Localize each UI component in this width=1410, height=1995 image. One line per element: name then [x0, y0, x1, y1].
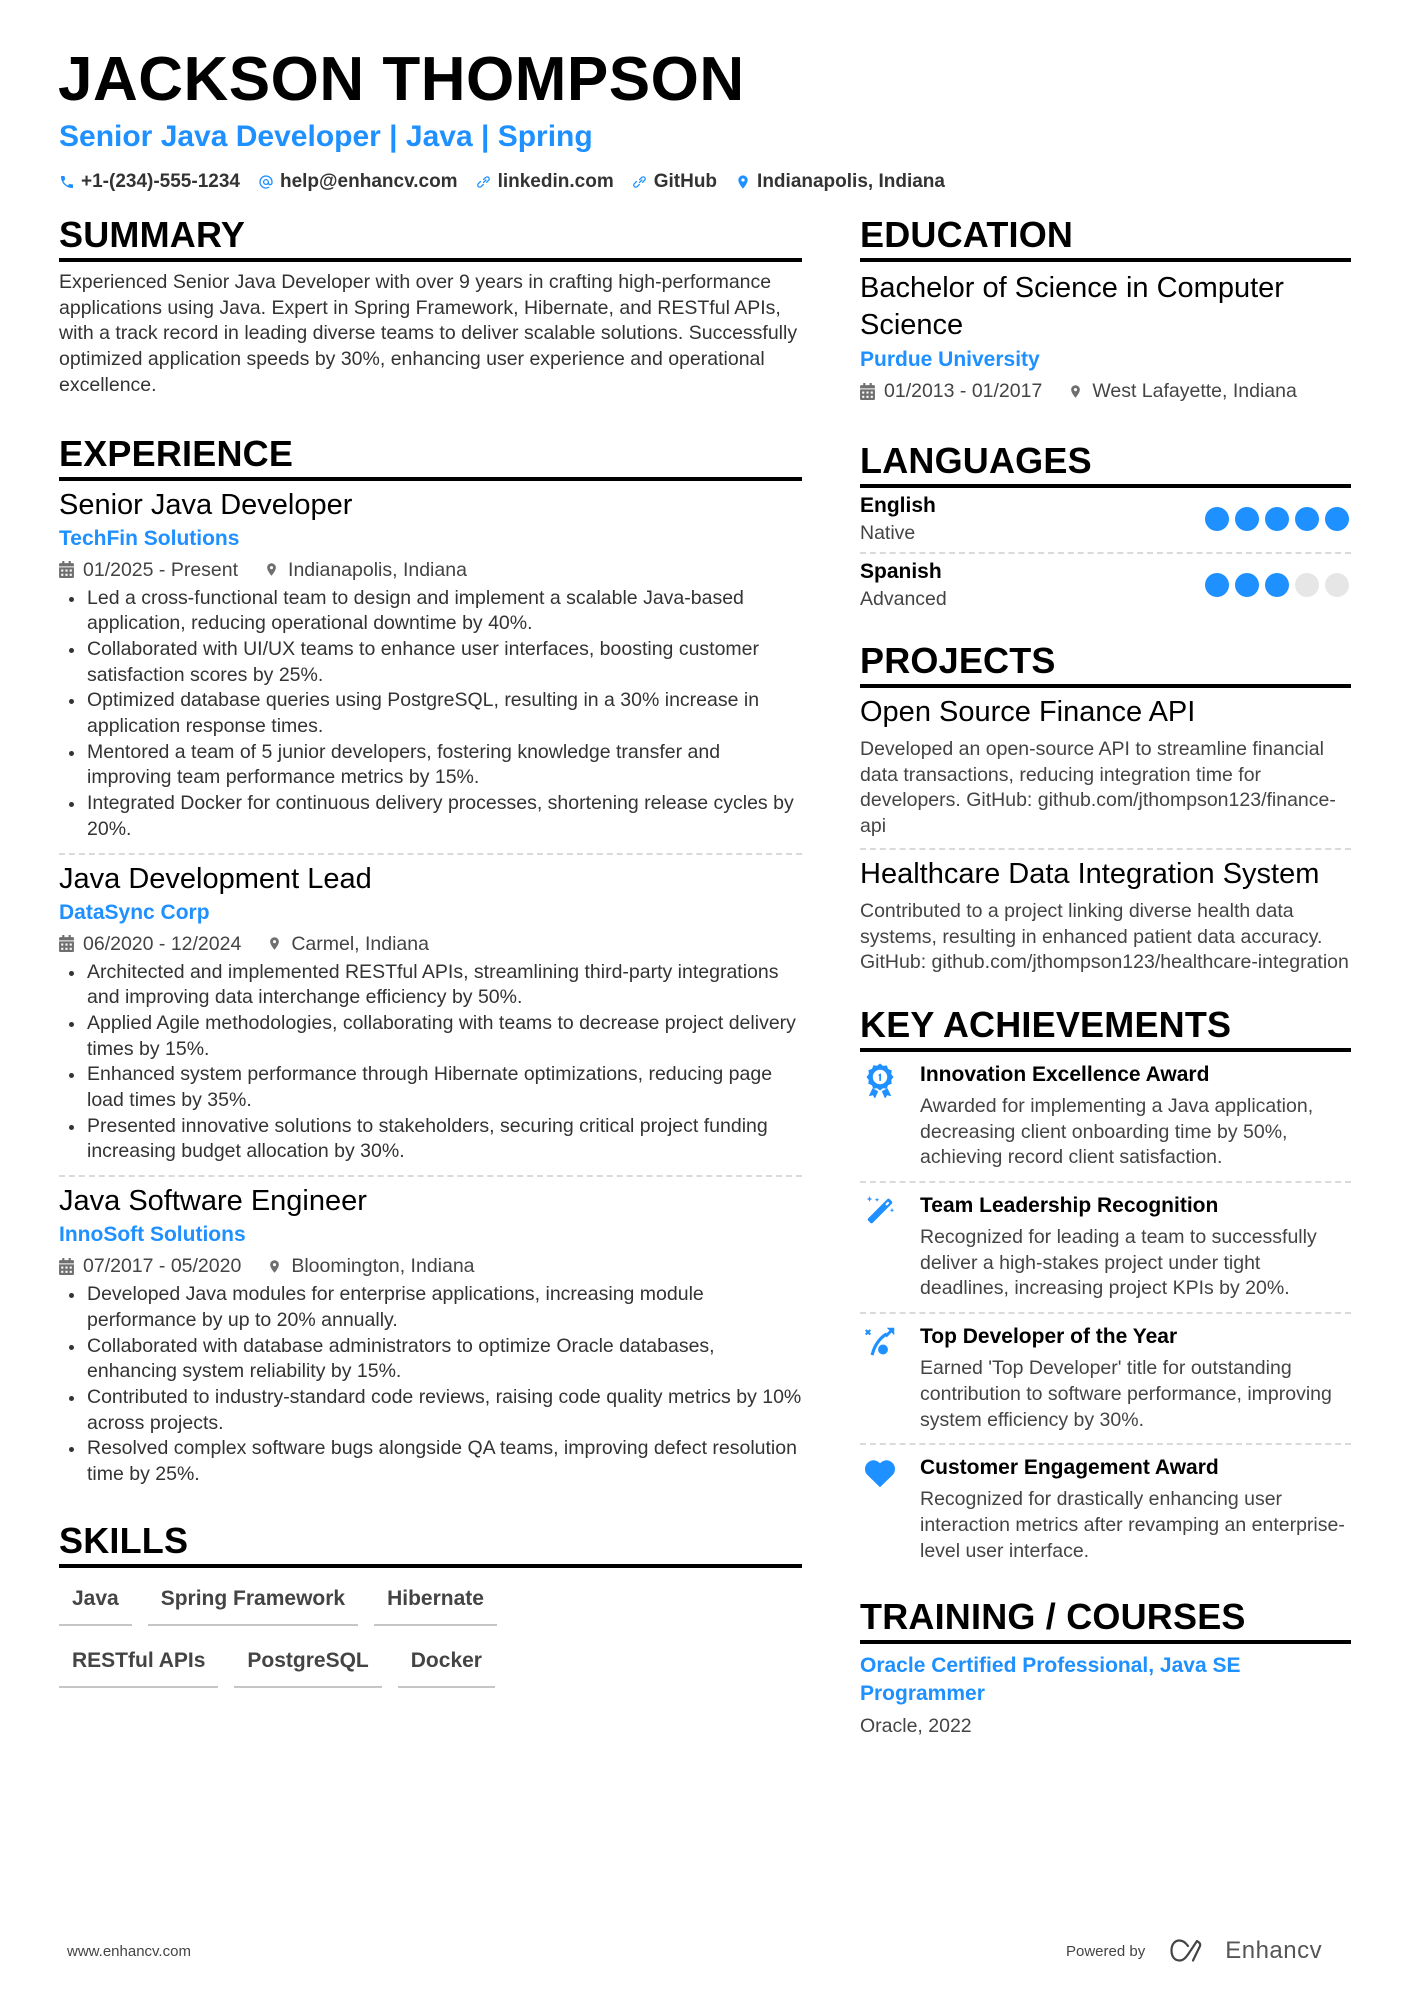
language-rating	[1205, 573, 1349, 597]
education-dates	[860, 376, 1042, 406]
project-entry	[860, 850, 1351, 984]
contact-github[interactable]	[632, 171, 717, 193]
bullet-item: Architected and implemented RESTful APIs, streamlining third-party integrations and improving data interchange efficiency by 50%.	[59, 960, 802, 1011]
language-name: Spanish	[860, 560, 942, 583]
section-title: LANGUAGES	[860, 440, 1351, 488]
language-level: Advanced	[860, 588, 947, 610]
bullet-item: Led a cross-functional team to design and implement a scalable Java-based application, reducing operational downtime by 40%.	[59, 586, 802, 637]
location-pin-icon	[1068, 383, 1083, 400]
bullet-item: Developed Java modules for enterprise applications, increasing module performance by up to 20% annually.	[59, 1282, 802, 1333]
strategy-icon	[862, 1324, 898, 1360]
achievement-title: Innovation Excellence Award	[920, 1062, 1210, 1086]
rating-dot-empty	[1325, 573, 1349, 597]
bullet-item: Enhanced system performance through Hibernate optimizations, reducing page load times by 35%.	[59, 1062, 802, 1113]
job-bullets	[59, 1282, 802, 1488]
brand-name: Enhancv	[1225, 1937, 1323, 1964]
achievement-description: Earned 'Top Developer' title for outstanding contribution to software performance, improving system efficiency by 30%.	[920, 1357, 1332, 1431]
job-company: DataSync Corp	[59, 900, 210, 924]
bullet-item: Applied Agile methodologies, collaborating with teams to decrease project delivery times by 15%.	[59, 1011, 802, 1062]
job-company: InnoSoft Solutions	[59, 1223, 246, 1247]
contact-text: GitHub	[653, 171, 718, 192]
section-title: TRAINING / COURSES	[860, 1596, 1351, 1644]
summary-text: Experienced Senior Java Developer with over 9 years in crafting high-performance applications using Java. Expert in Spring Framework, Hibernate, and RESTful APIs, with a track record in leading diverse teams to deliver scalable solutions. Successfully optimized application speeds by 30%, enhancing user experience and operational excellence.	[59, 271, 798, 396]
languages-section	[860, 440, 1351, 618]
footer-branding	[1066, 1937, 1322, 1965]
at-icon	[258, 174, 274, 190]
calendar-icon	[860, 383, 875, 400]
link-icon	[476, 174, 492, 190]
project-title: Healthcare Data Integration System	[860, 857, 1320, 890]
section-title: SUMMARY	[59, 214, 802, 262]
job-meta	[59, 555, 802, 585]
job-meta	[59, 929, 802, 959]
language-level: Native	[860, 522, 916, 544]
skill-tag: Hibernate	[374, 1580, 497, 1626]
skill-tag: Spring Framework	[148, 1580, 358, 1626]
job-dates-text: 06/2020 - 12/2024	[83, 932, 242, 955]
link-icon	[632, 174, 648, 190]
right-column	[860, 214, 1360, 1771]
job-bullets	[59, 960, 802, 1166]
summary-section	[59, 214, 802, 399]
job-entry	[59, 481, 802, 855]
training-section	[860, 1596, 1351, 1741]
skill-tag: RESTful APIs	[59, 1642, 218, 1688]
job-location-text: Carmel, Indiana	[291, 932, 429, 955]
bullet-item: Integrated Docker for continuous delivery processes, shortening release cycles by 20%.	[59, 791, 802, 842]
experience-section	[59, 433, 802, 1498]
skill-tag: Java	[59, 1580, 132, 1626]
left-column	[59, 214, 802, 1718]
achievement-entry	[860, 1183, 1351, 1314]
language-row	[860, 554, 1351, 618]
job-entry	[59, 1177, 802, 1498]
education-meta	[860, 376, 1351, 406]
location-pin-icon	[735, 174, 751, 190]
calendar-icon	[59, 935, 74, 952]
job-meta	[59, 1251, 802, 1281]
project-title: Open Source Finance API	[860, 696, 1196, 728]
achievement-entry	[860, 1445, 1351, 1574]
rating-dot-empty	[1295, 573, 1319, 597]
rating-dot-filled	[1325, 507, 1349, 531]
education-section	[860, 214, 1351, 406]
bullet-item: Mentored a team of 5 junior developers, fostering knowledge transfer and improving team performance metrics by 15%.	[59, 740, 802, 791]
language-name: English	[860, 494, 936, 517]
job-dates	[59, 1251, 241, 1281]
enhancv-logo[interactable]	[1169, 1937, 1322, 1965]
section-title: EXPERIENCE	[59, 433, 802, 481]
skill-tag: PostgreSQL	[234, 1642, 381, 1688]
job-location-text: Bloomington, Indiana	[291, 1255, 475, 1278]
course-provider: Oracle, 2022	[860, 1715, 972, 1738]
job-location	[264, 555, 467, 585]
bullet-item: Collaborated with database administrators to optimize Oracle databases, enhancing system reliability by 15%.	[59, 1334, 802, 1385]
rating-dot-filled	[1235, 573, 1259, 597]
job-entry	[59, 855, 802, 1178]
education-school: Purdue University	[860, 348, 1040, 371]
footer-website[interactable]: www.enhancv.com	[67, 1943, 191, 1960]
contact-text: Indianapolis, Indiana	[757, 171, 945, 192]
job-title: Senior Java Developer	[59, 488, 353, 521]
enhancv-logo-icon	[1169, 1938, 1215, 1964]
job-company: TechFin Solutions	[59, 526, 240, 550]
bullet-item: Presented innovative solutions to stakeholders, securing critical project funding increasing budget allocation by 30%.	[59, 1114, 802, 1165]
achievement-title: Customer Engagement Award	[920, 1456, 1219, 1480]
section-title: KEY ACHIEVEMENTS	[860, 1004, 1351, 1052]
contact-text: linkedin.com	[497, 171, 614, 192]
rating-dot-filled	[1295, 507, 1319, 531]
contact-text: +1-(234)-555-1234	[81, 171, 240, 192]
language-rating	[1205, 507, 1349, 531]
achievement-title: Top Developer of the Year	[920, 1325, 1178, 1349]
education-degree: Bachelor of Science in Computer Science	[860, 272, 1284, 341]
achievement-description: Recognized for leading a team to successfully deliver a high-stakes project under tight deadlines, increasing project KPIs by 20%.	[920, 1226, 1317, 1300]
contact-phone[interactable]	[59, 171, 240, 193]
candidate-headline: Senior Java Developer | Java | Spring	[59, 120, 593, 153]
magic-wand-icon	[862, 1193, 898, 1229]
achievement-description: Awarded for implementing a Java application, decreasing client onboarding time by 50%, achieving record client satisfaction.	[920, 1094, 1314, 1169]
bullet-item: Resolved complex software bugs alongside QA teams, improving defect resolution time by 25%.	[59, 1436, 802, 1487]
skills-list	[59, 1580, 659, 1688]
project-entry	[860, 688, 1351, 850]
project-description: Contributed to a project linking diverse health data systems, resulting in enhanced patient data accuracy. GitHub: github.com/jthompson123/healthcare-integration	[860, 899, 1349, 974]
calendar-icon	[59, 561, 74, 578]
section-title: PROJECTS	[860, 640, 1351, 688]
contact-linkedin[interactable]	[476, 171, 614, 193]
section-title: EDUCATION	[860, 214, 1351, 262]
job-location-text: Indianapolis, Indiana	[288, 558, 467, 581]
job-title: Java Software Engineer	[59, 1185, 367, 1218]
rating-dot-filled	[1235, 507, 1259, 531]
bullet-item: Contributed to industry-standard code reviews, raising code quality metrics by 10% across projects.	[59, 1385, 802, 1436]
projects-section	[860, 640, 1351, 984]
education-location	[1068, 376, 1297, 406]
education-dates-text: 01/2013 - 01/2017	[884, 380, 1043, 402]
job-dates	[59, 555, 238, 585]
location-pin-icon	[267, 1258, 282, 1275]
contact-email[interactable]	[258, 171, 458, 193]
rating-dot-filled	[1205, 507, 1229, 531]
award-ribbon-icon	[862, 1062, 898, 1098]
location-pin-icon	[264, 561, 279, 578]
rating-dot-filled	[1205, 573, 1229, 597]
rating-dot-filled	[1265, 507, 1289, 531]
achievements-section	[860, 1004, 1351, 1574]
course-title: Oracle Certified Professional, Java SE Programmer	[860, 1654, 1241, 1706]
bullet-item: Collaborated with UI/UX teams to enhance user interfaces, boosting customer satisfaction scores by 25%.	[59, 637, 802, 688]
section-title: SKILLS	[59, 1520, 802, 1568]
candidate-name: JACKSON THOMPSON	[58, 45, 745, 114]
project-description: Developed an open-source API to streamline financial data transactions, reducing integration time for developers. GitHub: github.com/jthompson123/finance-api	[860, 738, 1336, 838]
skills-section	[59, 1520, 802, 1688]
job-dates	[59, 929, 241, 959]
language-row	[860, 488, 1351, 554]
achievement-description: Recognized for drastically enhancing user interaction metrics after revamping an enterprise-level user interface.	[920, 1488, 1345, 1562]
achievement-entry	[860, 1052, 1351, 1183]
bullet-item: Optimized database queries using PostgreSQL, resulting in a 30% increase in application response times.	[59, 688, 802, 739]
contact-text: help@enhancv.com	[279, 171, 458, 192]
job-dates-text: 07/2017 - 05/2020	[83, 1255, 242, 1278]
powered-by-label: Powered by	[1066, 1942, 1146, 1960]
job-bullets	[59, 586, 802, 843]
phone-icon	[59, 174, 75, 190]
skill-tag: Docker	[398, 1642, 495, 1688]
achievement-entry	[860, 1314, 1351, 1445]
education-location-text: West Lafayette, Indiana	[1092, 380, 1297, 402]
contact-location	[735, 171, 945, 193]
job-location	[267, 929, 429, 959]
job-title: Java Development Lead	[59, 862, 372, 895]
rating-dot-filled	[1265, 573, 1289, 597]
location-pin-icon	[267, 935, 282, 952]
calendar-icon	[59, 1258, 74, 1275]
contact-bar	[59, 168, 945, 196]
heart-icon	[862, 1455, 898, 1491]
achievement-title: Team Leadership Recognition	[920, 1194, 1219, 1218]
job-location	[267, 1251, 474, 1281]
job-dates-text: 01/2025 - Present	[83, 558, 239, 581]
